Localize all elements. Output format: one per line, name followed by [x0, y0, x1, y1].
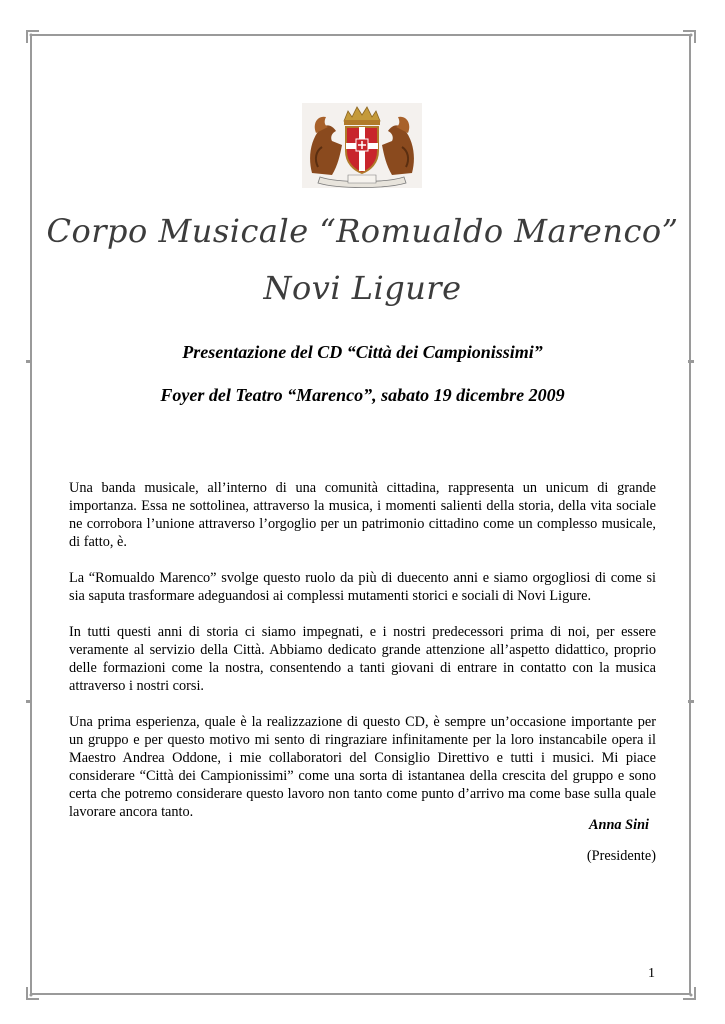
paragraph: In tutti questi anni di storia ci siamo impegnati, e i nostri predecessori prima di noi, per essere veramente al servizio della Città. Abbiamo dedicato grande attenzione all’aspetto didattico, proprio delle formazioni come la nostra, consentendo a tanti giovani di entrare in contatto con la musica attraverso i nostri corsi.: [69, 624, 656, 694]
corner-ornament-icon: [682, 986, 696, 1000]
presentation-heading: Presentazione del CD “Città dei Campionissimi”: [182, 342, 543, 362]
corner-ornament-icon: [26, 30, 40, 44]
paragraph: Una prima esperienza, quale è la realizzazione di questo CD, è sempre un’occasione importante per un gruppo e per questo motivo mi sento di ringraziare infinitamente per la loro instancabile opera il Maestro Andrea Oddone, i mie collaboratori del Consiglio Direttivo e tutti i musici. Mi piace considerare “Città dei Campionissimi” come una sorta di istantanea della crescita del gruppo e sono certa che potremo considerare questo lavoro non tanto come punto d’arrivo ma come base sulla quale lavorare ancora tanto.: [69, 714, 656, 820]
corner-ornament-icon: [682, 30, 696, 44]
paragraph: Una banda musicale, all’interno di una comunità cittadina, rappresenta un unicum di grande importanza. Essa ne sottolinea, attraverso la musica, i momenti salienti della storia, della vita sociale ne corrobora l’unione attraverso l’orgoglio per un patrimonio cittadino come un complesso musicale, di fatto, è.: [69, 480, 656, 550]
page-number: 1: [648, 966, 655, 981]
border-tick: [688, 700, 694, 703]
letter-body: [69, 479, 656, 839]
coat-of-arms-icon: [302, 103, 422, 188]
signature-name: Anna Sini: [588, 817, 649, 833]
corner-ornament-icon: [26, 986, 40, 1000]
organization-title: Corpo Musicale “Romualdo Marenco”: [46, 212, 679, 250]
organization-city: Novi Ligure: [263, 269, 462, 307]
border-tick: [26, 700, 32, 703]
venue-date-heading: Foyer del Teatro “Marenco”, sabato 19 dicembre 2009: [160, 385, 565, 405]
signature-role: (Presidente): [586, 848, 656, 864]
paragraph: La “Romualdo Marenco” svolge questo ruolo da più di duecento anni e siamo orgogliosi di come si sia saputa trasformare adeguandosi ai complessi mutamenti storici e sociali di Novi Ligure.: [69, 570, 656, 604]
